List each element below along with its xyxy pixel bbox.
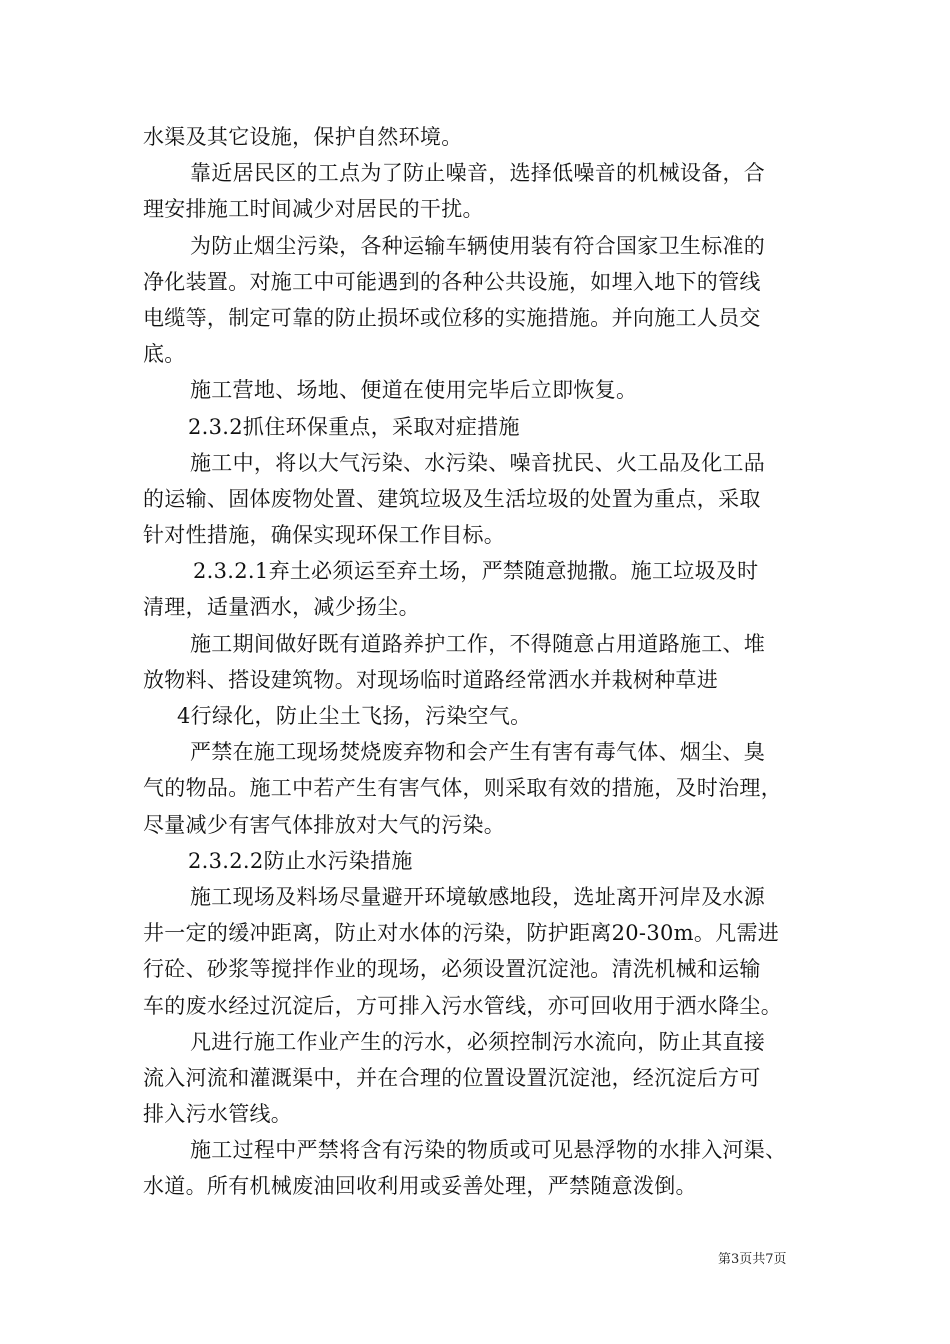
text-line: 针对性措施，确保实现环保工作目标。: [143, 523, 506, 548]
text-line: 底。: [143, 342, 186, 367]
text-line: 的运输、固体废物处置、建筑垃圾及生活垃圾的处置为重点，采取: [143, 486, 761, 511]
text-line: 井一定的缓冲距离，防止对水体的污染，防护距离20-30m。凡需进: [143, 921, 780, 946]
text-line: 电缆等，制定可靠的防止损坏或位移的实施措施。并向施工人员交: [143, 305, 761, 330]
text-line: 车的废水经过沉淀后，方可排入污水管线，亦可回收用于洒水降尘。: [143, 993, 782, 1018]
text-line: 施工现场及料场尽量避开环境敏感地段，选址离开河岸及水源: [190, 884, 766, 909]
text-line: 清理，适量洒水，减少扬尘。: [143, 595, 420, 620]
text-line: 放物料、搭设建筑物。对现场临时道路经常洒水并栽树种草进: [143, 667, 719, 692]
page-number: 第3页共7页: [718, 1252, 787, 1267]
text-line: 水道。所有机械废油回收利用或妥善处理，严禁随意泼倒。: [143, 1174, 697, 1199]
text-line: 为防止烟尘污染，各种运输车辆使用装有符合国家卫生标准的: [190, 233, 766, 258]
section-heading: 2.3.2.2防止水污染措施: [188, 848, 413, 873]
text-line: 施工期间做好既有道路养护工作，不得随意占用道路施工、堆: [190, 631, 766, 656]
text-line: 施工中，将以大气污染、水污染、噪音扰民、火工品及化工品: [190, 450, 766, 475]
text-line: 气的物品。施工中若产生有害气体，则采取有效的措施，及时治理，: [143, 776, 782, 801]
text-line: 4行绿化，防止尘土飞扬，污染空气。: [177, 704, 532, 728]
text-line: 2.3.2.1弃土必须运至弃土场，严禁随意抛撒。施工垃圾及时: [193, 559, 759, 584]
text-line: 严禁在施工现场焚烧废弃物和会产生有害有毒气体、烟尘、臭: [190, 740, 766, 765]
text-line: 净化装置。对施工中可能遇到的各种公共设施，如埋入地下的管线: [143, 269, 761, 294]
text-line: 凡进行施工作业产生的污水，必须控制污水流向，防止其直接: [190, 1029, 766, 1054]
text-line: 行砼、砂浆等搅拌作业的现场，必须设置沉淀池。清洗机械和运输: [143, 957, 761, 982]
document-body: [143, 119, 813, 1205]
text-line: 水渠及其它设施，保护自然环境。: [143, 125, 463, 149]
text-line: 排入污水管线。: [143, 1102, 293, 1127]
text-line: 施工营地、场地、便道在使用完毕后立即恢复。: [190, 378, 638, 403]
text-line: 施工过程中严禁将含有污染的物质或可见悬浮物的水排入河渠、: [190, 1138, 787, 1163]
text-line: 尽量减少有害气体排放对大气的污染。: [143, 812, 506, 837]
text-line: 理安排施工时间减少对居民的干扰。: [143, 197, 484, 222]
text-line: 流入河流和灌溉渠中，并在合理的位置设置沉淀池，经沉淀后方可: [143, 1065, 761, 1090]
section-heading: 2.3.2抓住环保重点，采取对症措施: [188, 414, 520, 439]
text-line: 靠近居民区的工点为了防止噪音，选择低噪音的机械设备，合: [190, 161, 766, 186]
